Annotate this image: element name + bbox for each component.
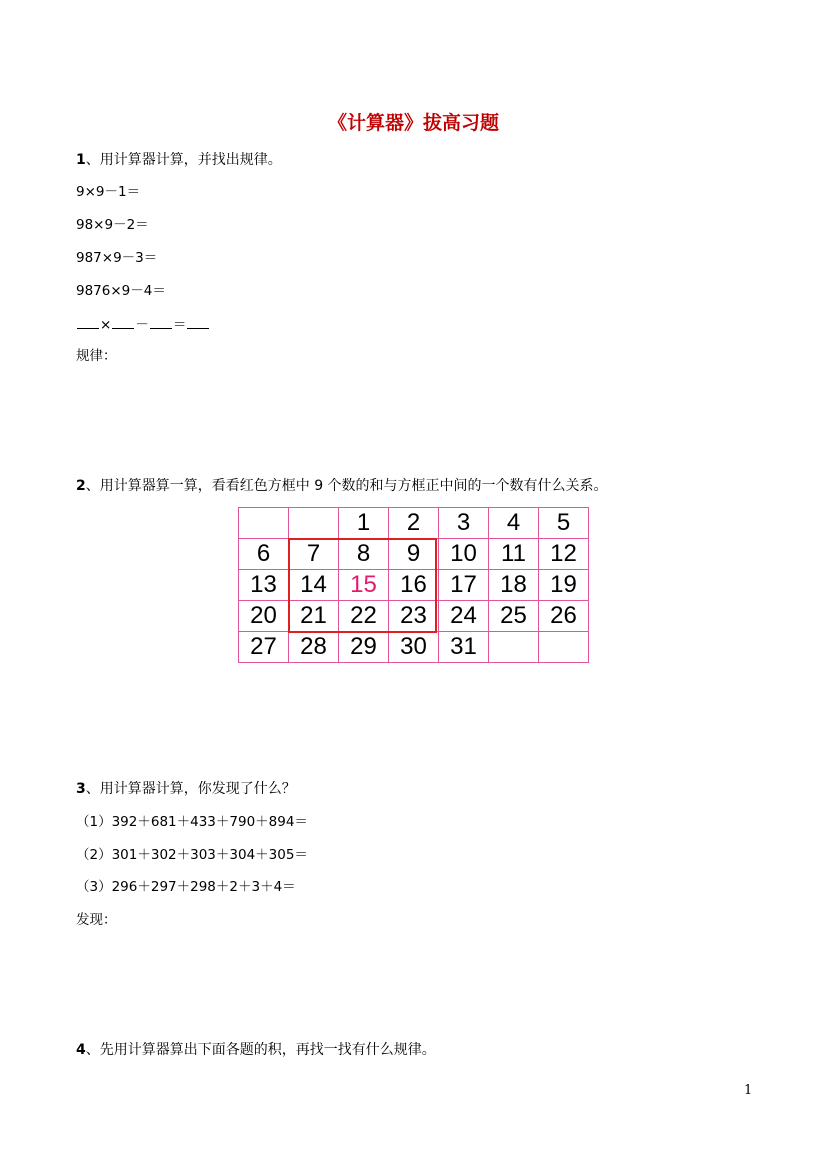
calendar-cell: 12 (539, 539, 589, 570)
calendar-cell: 14 (289, 570, 339, 601)
page-title: 《计算器》拔高习题 (327, 112, 499, 134)
question-4-heading (76, 1040, 436, 1060)
blank-3[interactable] (150, 314, 172, 329)
calendar-cell: 25 (489, 601, 539, 632)
question-1-heading (76, 150, 282, 170)
calendar-cell: 27 (239, 632, 289, 663)
question-4-text: 、先用计算器算出下面各题的积，再找一找有什么规律。 (85, 1042, 436, 1058)
q3-line-3: （3）296＋297＋298＋2＋3＋4＝ (76, 879, 296, 895)
q1-line-2: 98×9－2＝ (76, 217, 149, 233)
calendar-cell: 16 (389, 570, 439, 601)
blank-4[interactable] (187, 314, 209, 329)
calendar-cell: 6 (239, 539, 289, 570)
q3-line-2: （2）301＋302＋303＋304＋305＝ (76, 847, 308, 863)
question-3-number: 3 (76, 781, 86, 797)
calendar-cell: 24 (439, 601, 489, 632)
calendar-cell: 21 (289, 601, 339, 632)
page-number: 1 (744, 1083, 753, 1098)
calendar-cell: 5 (539, 508, 589, 539)
calendar-cell: 20 (239, 601, 289, 632)
calendar-cell: 3 (439, 508, 489, 539)
calendar-cell: 10 (439, 539, 489, 570)
q1-line-3: 987×9－3＝ (76, 250, 158, 266)
calendar-cell: 19 (539, 570, 589, 601)
calendar-row (239, 632, 589, 663)
calendar-cell: 7 (289, 539, 339, 570)
q1-line-4: 9876×9－4＝ (76, 283, 166, 299)
calendar-cell: 18 (489, 570, 539, 601)
calendar-cell (239, 508, 289, 539)
minus-sign: － (135, 317, 149, 333)
calendar-cell: 2 (389, 508, 439, 539)
q1-rule-label: 规律： (76, 348, 117, 364)
calendar-cell: 26 (539, 601, 589, 632)
question-2-heading (76, 476, 608, 496)
calendar-cell: 1 (339, 508, 389, 539)
calendar-grid (238, 507, 589, 663)
calendar-cell (289, 508, 339, 539)
calendar-cell: 17 (439, 570, 489, 601)
times-sign: × (100, 317, 112, 333)
calendar-row (239, 570, 589, 601)
calendar-cell: 23 (389, 601, 439, 632)
question-3-heading (76, 779, 296, 799)
blank-1[interactable] (77, 314, 99, 329)
q1-line-1: 9×9－1＝ (76, 184, 141, 200)
blank-2[interactable] (112, 314, 134, 329)
q1-pattern-line (76, 314, 210, 335)
question-2-number: 2 (76, 478, 86, 494)
question-3-text: 、用计算器计算，你发现了什么？ (85, 781, 296, 797)
calendar-cell: 11 (489, 539, 539, 570)
calendar-cell: 30 (389, 632, 439, 663)
calendar-cell: 13 (239, 570, 289, 601)
calendar-cell: 29 (339, 632, 389, 663)
calendar-cell: 8 (339, 539, 389, 570)
question-1-text: 、用计算器计算，并找出规律。 (85, 152, 282, 168)
equals-sign: ＝ (172, 317, 187, 333)
calendar-row (239, 508, 589, 539)
q3-line-1: （1）392＋681＋433＋790＋894＝ (76, 814, 308, 830)
question-1-number: 1 (76, 152, 86, 168)
calendar-cell: 28 (289, 632, 339, 663)
calendar-cell: 4 (489, 508, 539, 539)
question-4-number: 4 (76, 1042, 86, 1058)
calendar-cell: 31 (439, 632, 489, 663)
calendar-row (239, 539, 589, 570)
calendar-cell: 9 (389, 539, 439, 570)
calendar-row (239, 601, 589, 632)
q3-discover-label: 发现： (76, 912, 117, 928)
calendar-cell: 22 (339, 601, 389, 632)
question-2-text: 、用计算器算一算，看看红色方框中 9 个数的和与方框正中间的一个数有什么关系。 (85, 478, 608, 494)
calendar-cell (489, 632, 539, 663)
calendar-cell (539, 632, 589, 663)
calendar-cell-center: 15 (339, 570, 389, 601)
